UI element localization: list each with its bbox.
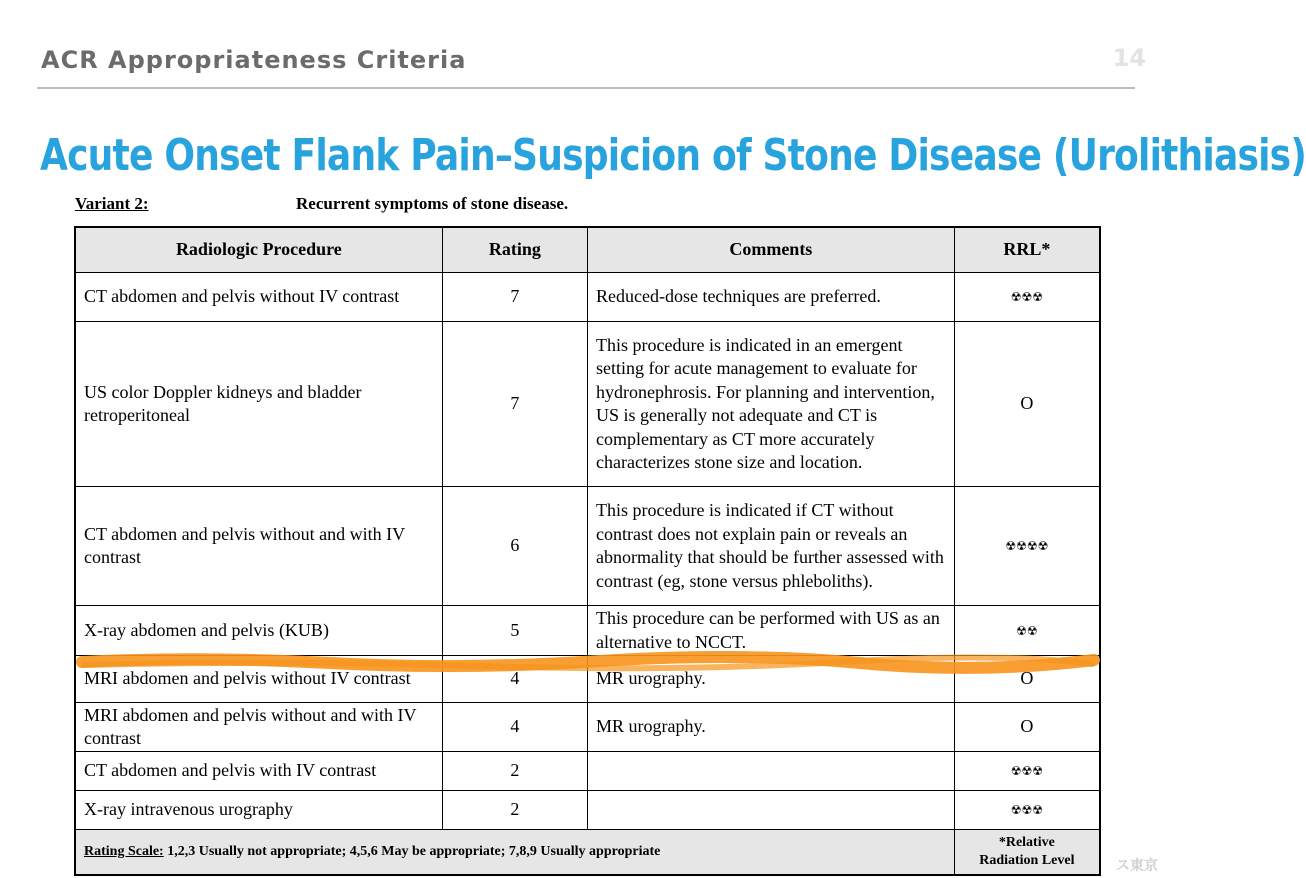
procedure-cell: X-ray intravenous urography xyxy=(75,791,442,830)
comments-cell xyxy=(587,791,954,830)
table-header-row xyxy=(75,227,1100,273)
column-header-procedure: Radiologic Procedure xyxy=(75,227,442,273)
procedure-cell: X-ray abdomen and pelvis (KUB) xyxy=(75,606,442,656)
table-row xyxy=(75,487,1100,606)
rating-cell: 7 xyxy=(442,322,587,487)
rrl-cell xyxy=(954,752,1100,791)
table-row xyxy=(75,606,1100,656)
slide-title: Acute Onset Flank Pain–Suspicion of Stone Disease (Urolithiasis) xyxy=(40,130,1306,181)
watermark-text: ス東京 xyxy=(1116,858,1158,874)
procedure-cell: CT abdomen and pelvis with IV contrast xyxy=(75,752,442,791)
comments-cell: Reduced-dose techniques are preferred. xyxy=(587,273,954,322)
variant-description: Recurrent symptoms of stone disease. xyxy=(296,194,569,213)
comments-cell: MR urography. xyxy=(587,656,954,703)
column-header-comments: Comments xyxy=(587,227,954,273)
procedure-cell: US color Doppler kidneys and bladder retroperitoneal xyxy=(75,322,442,487)
variant-line xyxy=(75,194,775,216)
comments-cell: MR urography. xyxy=(587,703,954,752)
radiation-icon: ☢☢☢☢ xyxy=(1005,539,1049,554)
radiation-icon: ☢☢☢ xyxy=(1010,803,1043,818)
rrl-legend-line1: *Relative xyxy=(998,835,1055,850)
rrl-cell: O xyxy=(954,656,1100,703)
rrl-legend-line2: Radiation Level xyxy=(979,853,1075,868)
rating-scale-cell xyxy=(75,830,954,876)
radiation-icon: ☢☢ xyxy=(1016,623,1038,638)
procedure-cell: CT abdomen and pelvis without IV contrast xyxy=(75,273,442,322)
rating-scale-text: 1,2,3 Usually not appropriate; 4,5,6 May be appropriate; 7,8,9 Usually appropriate xyxy=(163,844,661,860)
rrl-legend-cell xyxy=(954,830,1100,876)
table-row xyxy=(75,273,1100,322)
rating-scale-label: Rating Scale: xyxy=(84,844,164,860)
table-row xyxy=(75,752,1100,791)
header-divider xyxy=(37,87,1135,89)
rating-cell: 4 xyxy=(442,656,587,703)
procedure-cell: CT abdomen and pelvis without and with IV contrast xyxy=(75,487,442,606)
rrl-cell xyxy=(954,487,1100,606)
rrl-cell xyxy=(954,606,1100,656)
variant-label: Variant 2: xyxy=(75,194,149,213)
comments-cell: This procedure is indicated if CT without contrast does not explain pain or reveals an abnormality that should be further assessed with contrast (eg, stone versus phleboliths). xyxy=(587,487,954,606)
radiation-icon: ☢☢☢ xyxy=(1010,290,1043,305)
rating-scale-footer xyxy=(75,830,1100,876)
column-header-rrl: RRL* xyxy=(954,227,1100,273)
comments-cell: This procedure is indicated in an emergent setting for acute management to evaluate for hydronephrosis. For planning and intervention, US is generally not adequate and CT is complementary as CT more accurately characterizes stone size and location. xyxy=(587,322,954,487)
rating-cell: 6 xyxy=(442,487,587,606)
table-row xyxy=(75,322,1100,487)
rrl-cell: O xyxy=(954,322,1100,487)
table-row xyxy=(75,656,1100,703)
procedure-cell: MRI abdomen and pelvis without IV contrast xyxy=(75,656,442,703)
table-row xyxy=(75,703,1100,752)
rating-cell: 2 xyxy=(442,791,587,830)
procedure-cell: MRI abdomen and pelvis without and with IV contrast xyxy=(75,703,442,752)
rrl-cell: O xyxy=(954,703,1100,752)
rating-cell: 5 xyxy=(442,606,587,656)
rating-cell: 7 xyxy=(442,273,587,322)
presentation-header-title: ACR Appropriateness Criteria xyxy=(41,46,467,74)
radiation-icon: ☢☢☢ xyxy=(1010,764,1043,779)
rrl-cell xyxy=(954,791,1100,830)
procedure-table xyxy=(74,226,1101,876)
slide-page-number: 14 xyxy=(1112,44,1146,72)
rating-cell: 4 xyxy=(442,703,587,752)
comments-cell: This procedure can be performed with US as an alternative to NCCT. xyxy=(587,606,954,656)
rating-cell: 2 xyxy=(442,752,587,791)
table-row xyxy=(75,791,1100,830)
rrl-cell xyxy=(954,273,1100,322)
column-header-rating: Rating xyxy=(442,227,587,273)
comments-cell xyxy=(587,752,954,791)
